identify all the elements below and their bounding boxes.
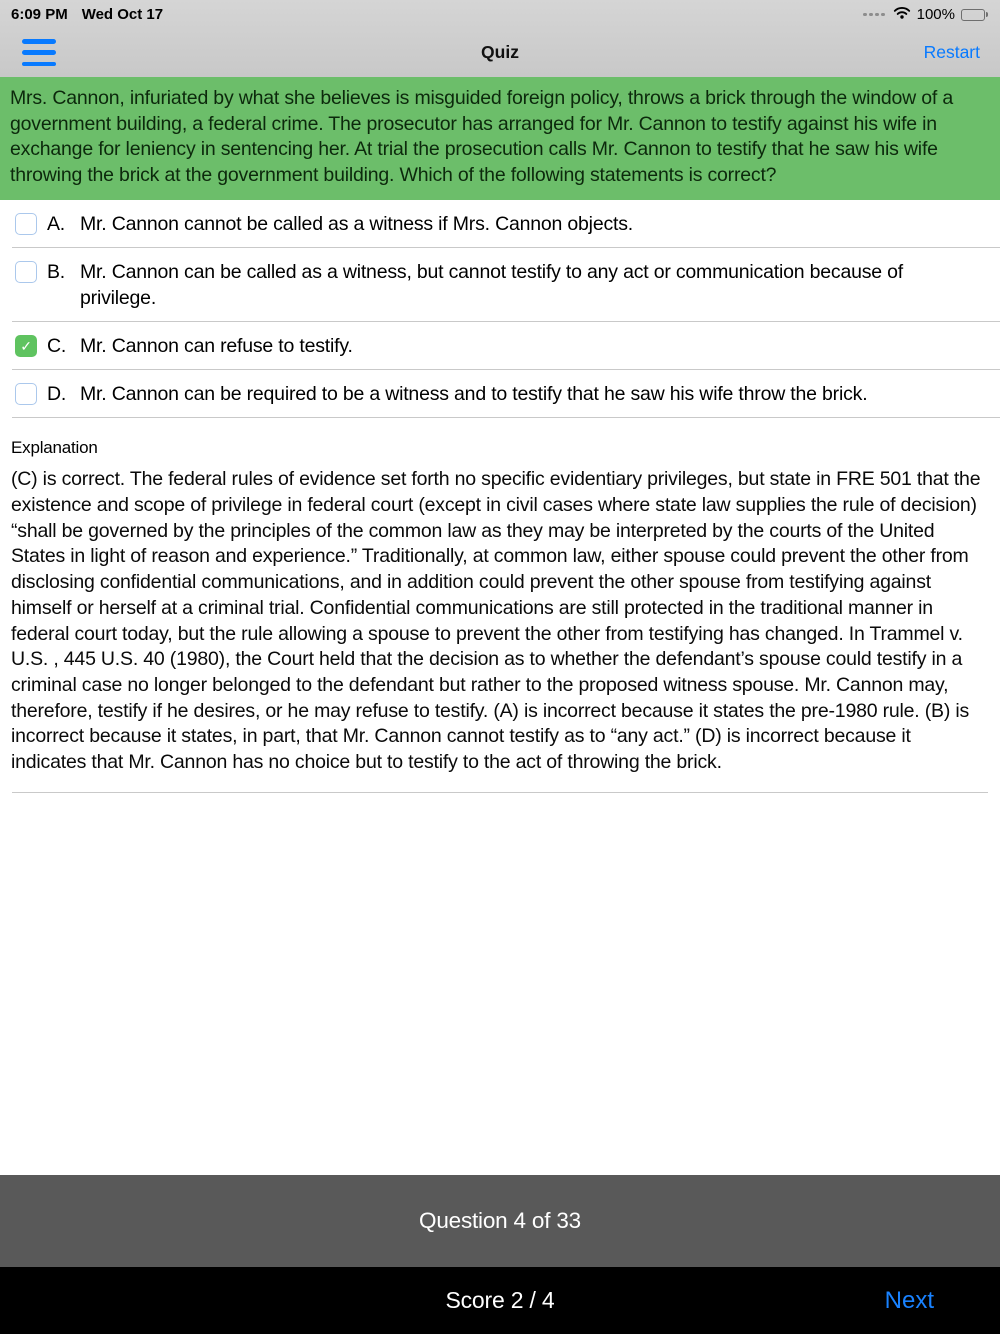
score-label: Score 2 / 4 [445,1287,555,1313]
answer-checkbox-b[interactable] [15,261,37,283]
answer-row-b[interactable] [0,248,1000,322]
page-title: Quiz [481,41,519,62]
explanation-section [0,418,1000,792]
nav-bar [0,27,1000,77]
explanation-text: (C) is correct. The federal rules of evidence set forth no specific evidentiary privileges, but state in FRE 501 that the existence and scope of privilege in federal court (except in civil cases where state law supplies the rule of decision) “shall be governed by the principles of the common law as they may be interpreted by the courts of the United States in light of reason and experience.” Traditionally, at common law, either spouse could prevent the other from disclosing confidential communications, and in addition could prevent the other spouse from testifying against himself or herself at a criminal trial. Confidential communications are still protected in the traditional manner in federal court today, but the rule allowing a spouse to prevent the other from testifying has changed. In Trammel v. U.S. , 445 U.S. 40 (1980), the Court held that the decision as to whether the defendant’s spouse could testify in a criminal case no longer belonged to the defendant but rather to the proposed witness spouse. Mr. Cannon may, therefore, testify if he desires, or he may refuse to testify. (A) is incorrect because it states the pre-1980 rule. (B) is incorrect because it states, in part, that Mr. Cannon cannot testify as to “any act.” (D) is incorrect because it indicates that Mr. Cannon has no choice but to testify to the act of throwing the brick. [11,468,981,774]
answer-checkbox-d[interactable] [15,383,37,405]
status-time: 6:09 PM [11,6,68,23]
answer-row-d[interactable] [0,370,1000,418]
explanation-label: Explanation [11,438,98,458]
content-spacer [0,793,1000,1175]
answer-letter: D. [47,383,67,406]
next-button[interactable]: Next [884,1286,934,1314]
answer-letter: B. [47,261,66,284]
question-text: Mrs. Cannon, infuriated by what she believes is misguided foreign policy, throws a brick through the window of a government building, a federal crime. The prosecutor has arranged for Mr. Cannon to testify against his wife in exchange for leniency in sentencing her. At trial the prosecution calls Mr. Cannon to testify that he saw his wife throwing the brick at the government building. Which of the following statements is correct? [0,77,1000,200]
app-header [0,0,1000,77]
answer-list [0,200,1000,418]
wifi-icon [893,6,911,23]
footer-bar [0,1267,1000,1334]
answer-text: Mr. Cannon can be called as a witness, but cannot testify to any act or communication because of privilege. [80,261,904,310]
cellular-signal-icon [863,13,885,17]
answer-checkbox-c[interactable]: ✓ [15,335,37,357]
answer-checkbox-a[interactable] [15,213,37,235]
progress-bar [0,1175,1000,1267]
answer-row-a[interactable] [0,200,1000,248]
answer-text: Mr. Cannon can be required to be a witness and to testify that he saw his wife throw the brick. [80,383,868,406]
status-bar [0,0,1000,27]
progress-label: Question 4 of 33 [419,1208,581,1233]
battery-percent: 100% [916,6,955,23]
status-date: Wed Oct 17 [81,6,164,23]
battery-icon [961,9,988,21]
answer-letter: A. [47,213,66,236]
answer-text: Mr. Cannon cannot be called as a witness if Mrs. Cannon objects. [80,213,633,236]
answer-letter: C. [47,335,67,358]
answer-row-c[interactable] [0,322,1000,370]
restart-button[interactable]: Restart [923,41,980,62]
answer-text: Mr. Cannon can refuse to testify. [80,335,353,358]
